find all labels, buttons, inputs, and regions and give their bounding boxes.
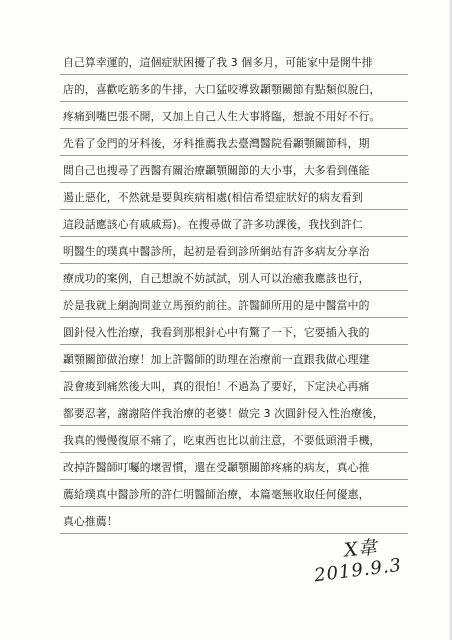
text-line: 設會痠到痛然後大叫，真的很怕！不過為了要好，下定決心再痛 [63, 380, 370, 393]
ruled-line [60, 506, 408, 507]
ruled-line [60, 128, 408, 129]
handwritten-signature: X韋 [343, 536, 378, 562]
ruled-line [60, 317, 408, 318]
ruled-line [60, 479, 408, 480]
text-line: 改掉許醫師叮囑的壞習慣，還在受顳顎關節疼痛的病友，真心推 [63, 461, 370, 474]
ruled-line [60, 344, 408, 345]
text-line: 這段話應該心有戚戚焉)。在搜尋做了許多功課後，我找到許仁 [63, 218, 363, 231]
text-line: 於是我就上網詢問並立馬預約前往。許醫師所用的是中醫當中的 [63, 299, 370, 312]
text-line: 我真的慢慢復原不痛了，吃東西也比以前注意，不要低頭滑手機， [63, 434, 381, 447]
ruled-line [60, 398, 408, 399]
text-line: 療成功的案例，自己想說不妨試試，別人可以治癒我應該也行， [63, 272, 370, 285]
text-line: 疼痛到嘴巴張不開，又加上自己人生大事將臨，想說不用好不行。 [63, 110, 381, 123]
ruled-line [60, 425, 408, 426]
text-line: 明醫生的璞真中醫診所，起初是看到診所網站有許多病友分享治 [63, 245, 370, 258]
ruled-line [60, 101, 408, 102]
text-line: 自己算幸運的，這個症狀困擾了我 3 個多月，可能家中是開牛排 [63, 56, 373, 69]
text-line: 間自己也搜尋了西醫有關治療顳顎關節的大小事，大多看到僅能 [63, 164, 370, 177]
ruled-line [60, 155, 408, 156]
ruled-line [60, 371, 408, 372]
ruled-line [60, 74, 408, 75]
text-line: 顳顎關節做治療！加上許醫師的助理在治療前一直跟我做心理建 [63, 353, 370, 366]
ruled-line [60, 263, 408, 264]
text-line: 圓針侵入性治療，我看到那根針心中有驚了一下，它要插入我的 [63, 326, 370, 339]
text-line: 遏止惡化，不然就是要與疾病相處(相信希望症狀好的病友看到 [63, 191, 363, 204]
ruled-line [60, 182, 408, 183]
text-line: 先看了金門的牙科後，牙科推薦我去臺灣醫院看顳顎關節科，期 [63, 137, 370, 150]
text-line: 都要忍著，謝謝陪伴我治療的老婆！做完 3 次圓針侵入性治療後， [63, 407, 384, 420]
text-line: 真心推薦！ [63, 515, 118, 528]
text-line: 店的，喜歡吃筋多的牛排，大口猛咬導致顳顎關節有點類似脫臼， [63, 83, 381, 96]
ruled-line [60, 452, 408, 453]
ruled-line [60, 290, 408, 291]
ruled-line [60, 209, 408, 210]
ruled-line [60, 236, 408, 237]
handwritten-date: 2019.9.3 [313, 554, 404, 587]
text-line: 薦給璞真中醫診所的許仁明醫師治療，本篇毫無收取任何優惠， [63, 488, 370, 501]
